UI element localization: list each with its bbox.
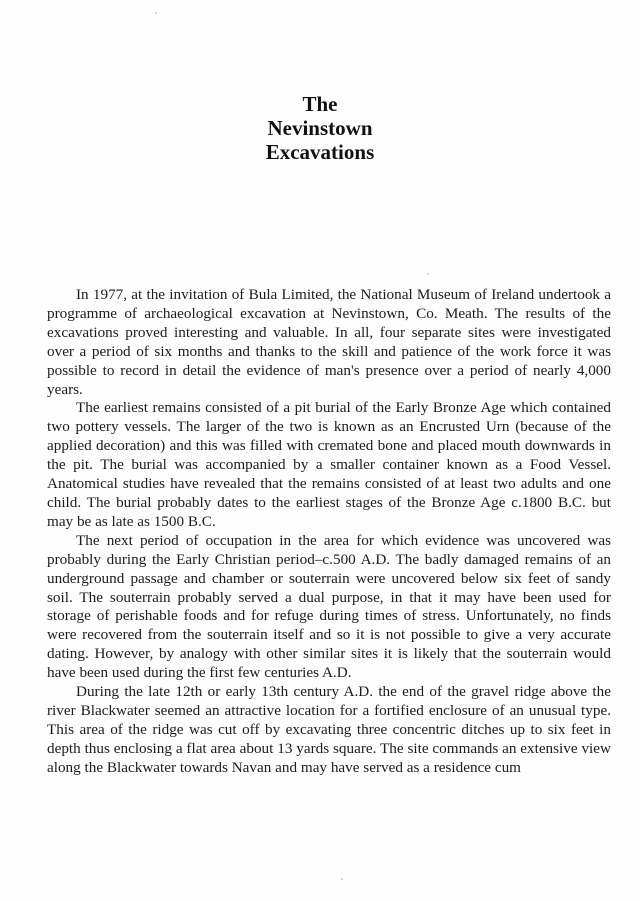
paper-speck: [427, 273, 429, 275]
body-text: [47, 286, 611, 778]
paragraph-3: The next period of occupation in the area for which evidence was uncovered was probably during the Early Christian period–c.500 A.D. The badly damaged remains of an underground passage and chamber or souterrain were uncovered below six feet of sandy soil. The souterrain probably served a dual purpose, in that it may have been used for storage of perishable foods and for refuge during times of stress. Unfortunately, no finds were recovered from the souterrain itself and so it is not possible to give a very accurate dating. However, by analogy with other similar sites it is likely that the souterrain would have been used during the first few centuries A.D.: [47, 531, 611, 682]
title-line-3: Excavations: [265, 140, 375, 164]
title-line-1: The: [302, 92, 338, 116]
paragraph-2: The earliest remains consisted of a pit burial of the Early Bronze Age which contained two pottery vessels. The larger of the two is known as an Encrusted Urn (because of the applied decoration) and this was filled with cremated bone and placed mouth downwards in the pit. The burial was accompanied by a smaller container known as a Food Vessel. Anatomical studies have revealed that the remains consisted of at least two adults and one child. The burial probably dates to the earliest stages of the Bronze Age c.1800 B.C. but may be as late as 1500 B.C.: [47, 399, 611, 530]
paragraph-1: In 1977, at the invitation of Bula Limited, the National Museum of Ireland undertook a programme of archaeological excavation at Nevinstown, Co. Meath. The results of the excavations proved interesting and valuable. In all, four separate sites were investigated over a period of six months and thanks to the skill and patience of the work force it was possible to record in detail the evidence of man's presence over a period of nearly 4,000 years.: [47, 286, 611, 398]
title-line-2: Nevinstown: [267, 116, 373, 140]
paragraph-4: During the late 12th or early 13th century A.D. the end of the gravel ridge above the river Blackwater seemed an attractive location for a fortified enclosure of an unusual type. This area of the ridge was cut off by excavating three concentric ditches up to six feet in depth thus enclosing a flat area about 13 yards square. The site commands an extensive view along the Blackwater towards Navan and may have served as a residence cum: [47, 683, 611, 776]
paper-speck: [155, 12, 157, 14]
page-title: [0, 92, 640, 164]
paper-speck: [341, 878, 343, 880]
